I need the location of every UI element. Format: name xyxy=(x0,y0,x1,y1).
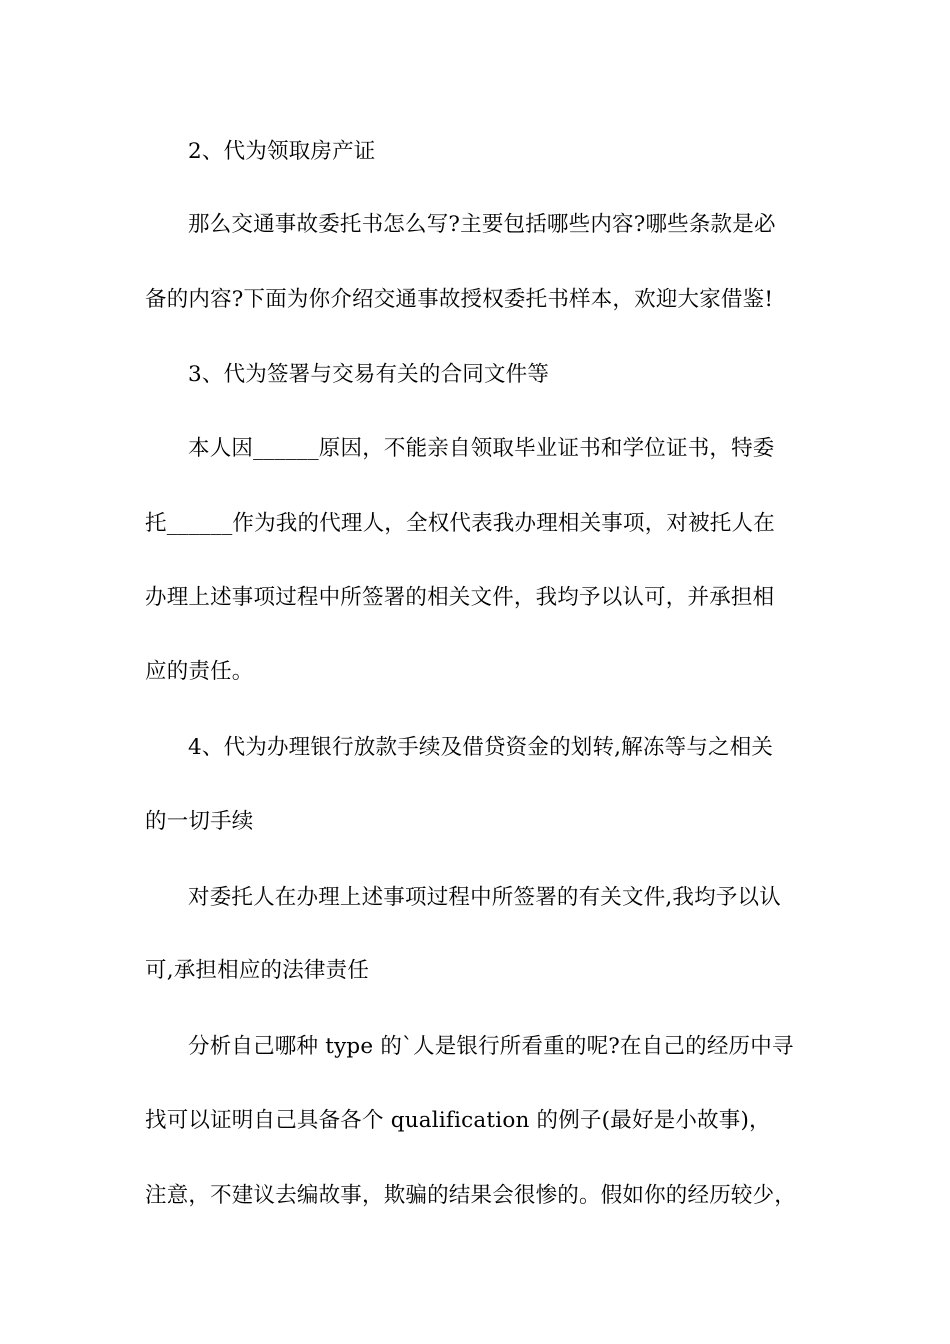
text-line-6: 托______作为我的代理人，全权代表我办理相关事项，对被托人在 xyxy=(145,511,775,536)
text-line-12: 可,承担相应的法律责任 xyxy=(145,958,370,983)
text-line-5: 本人因______原因，不能亲自领取毕业证书和学位证书，特委 xyxy=(188,436,775,461)
text-line-14: 找可以证明自己具备各个 qualification 的例子(最好是小故事)， xyxy=(145,1108,771,1133)
text-line-8: 应的责任。 xyxy=(145,659,254,684)
text-line-1: 2、代为领取房产证 xyxy=(188,139,376,164)
text-line-11: 对委托人在办理上述事项过程中所签署的有关文件,我均予以认 xyxy=(188,885,781,910)
text-line-9: 4、代为办理银行放款手续及借贷资金的划转,解冻等与之相关 xyxy=(188,735,774,760)
text-line-7: 办理上述事项过程中所签署的相关文件，我均予以认可，并承担相 xyxy=(145,585,775,610)
text-line-15: 注意，不建议去编故事，欺骗的结果会很惨的。假如你的经历较少， xyxy=(145,1183,797,1208)
text-line-4: 3、代为签署与交易有关的合同文件等 xyxy=(188,362,550,387)
text-line-13: 分析自己哪种 type 的`人是银行所看重的呢?在自己的经历中寻 xyxy=(188,1034,794,1059)
text-line-3: 备的内容?下面为你介绍交通事故授权委托书样本，欢迎大家借鉴! xyxy=(145,287,774,312)
text-line-10: 的一切手续 xyxy=(145,809,254,834)
text-line-2: 那么交通事故委托书怎么写?主要包括哪些内容?哪些条款是必 xyxy=(188,212,776,237)
